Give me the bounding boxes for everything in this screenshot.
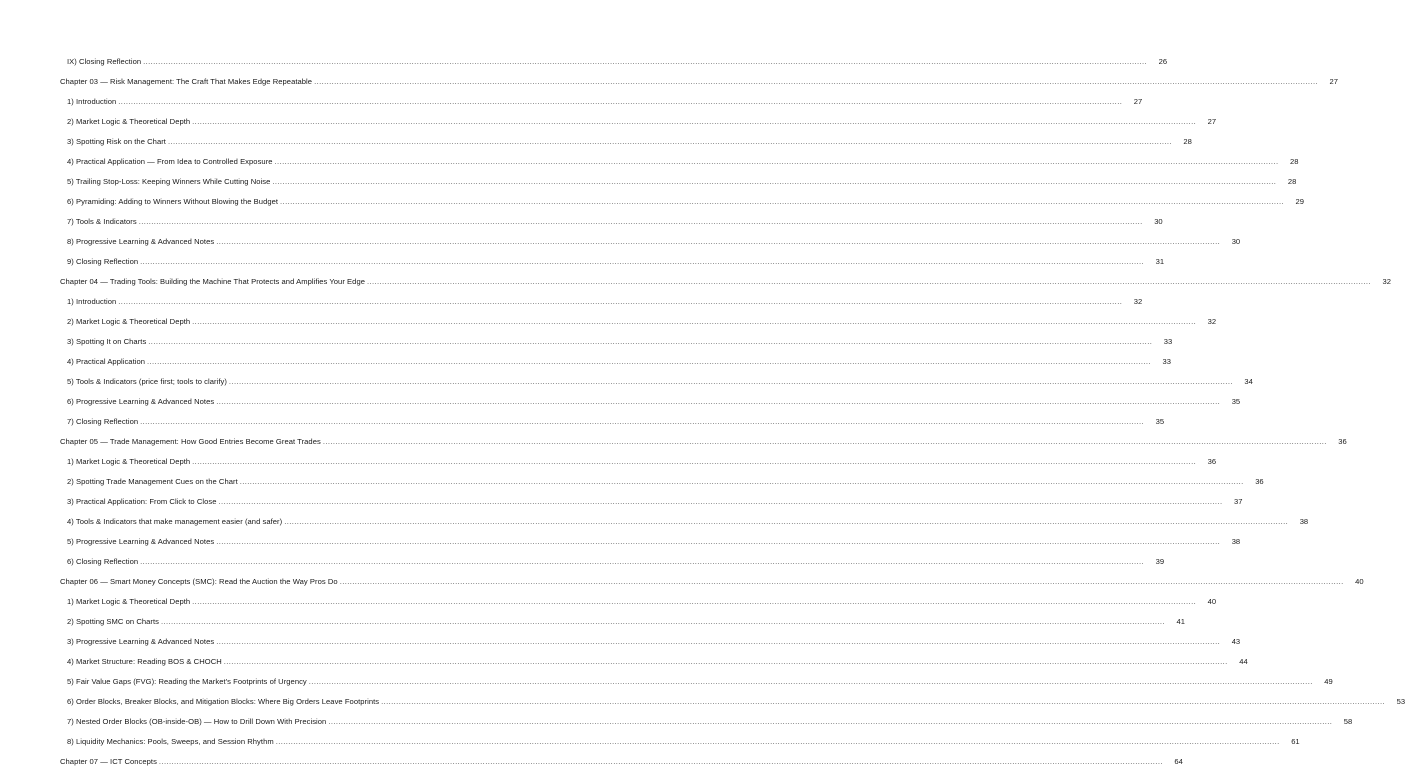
toc-entry-title: 6) Order Blocks, Breaker Blocks, and Mitigation Blocks: Where Big Orders Leave Footprints <box>67 697 380 706</box>
dot-leader: ................................................................................................................................................................................................................................................................................................................................................................................................................ <box>148 337 1153 346</box>
toc-section-entry[interactable] <box>0 292 1143 312</box>
toc-page-number: 37 <box>1234 497 1243 506</box>
toc-page-number: 43 <box>1231 637 1241 646</box>
toc-page-number: 44 <box>1239 657 1248 666</box>
toc-section-entry[interactable] <box>0 172 1297 192</box>
toc-entry-title: 7) Tools & Indicators <box>67 217 137 226</box>
toc-entry-title: 6) Closing Reflection <box>67 557 139 566</box>
toc-page-number: 34 <box>1244 377 1253 386</box>
toc-page-number: 26 <box>1158 57 1168 66</box>
toc-entry-title: 5) Trailing Stop-Loss: Keeping Winners While Cutting Noise <box>67 177 271 186</box>
toc-section-entry[interactable] <box>0 152 1299 172</box>
toc-page-number: 29 <box>1295 197 1304 206</box>
toc-section-entry[interactable] <box>0 372 1253 392</box>
toc-entry-title: 2) Market Logic & Theoretical Depth <box>67 317 191 326</box>
dot-leader: ................................................................................................................................................................................................................................................................................................................................................................................................................ <box>275 737 1280 746</box>
toc-page-number: 36 <box>1338 437 1347 446</box>
toc-page-number: 33 <box>1162 357 1171 366</box>
toc-section-entry[interactable] <box>0 192 1304 212</box>
toc-entry-title: 3) Progressive Learning & Advanced Notes <box>67 637 215 646</box>
toc-entry-title: IX) Closing Reflection <box>67 57 142 66</box>
toc-entry-title: 4) Practical Application — From Idea to Controlled Exposure <box>67 157 273 166</box>
toc-page-number: 58 <box>1343 717 1353 726</box>
dot-leader: ................................................................................................................................................................................................................................................................................................................................................................................................................ <box>158 757 1163 766</box>
toc-entry-title: 3) Spotting It on Charts <box>67 337 147 346</box>
toc-page-number: 28 <box>1287 177 1297 186</box>
toc-entry-title: 8) Liquidity Mechanics: Pools, Sweeps, and Session Rhythm <box>67 737 274 746</box>
toc-section-entry[interactable] <box>0 52 1168 72</box>
toc-section-entry[interactable] <box>0 92 1143 112</box>
toc-section-entry[interactable] <box>0 312 1217 332</box>
toc-page-number: 28 <box>1183 137 1192 146</box>
toc-page-number: 31 <box>1155 257 1165 266</box>
toc-section-entry[interactable] <box>0 652 1248 672</box>
dot-leader: ................................................................................................................................................................................................................................................................................................................................................................................................................ <box>339 577 1344 586</box>
toc-page-number: 64 <box>1174 757 1183 766</box>
dot-leader: ................................................................................................................................................................................................................................................................................................................................................................................................................ <box>140 417 1145 426</box>
toc-page-number: 40 <box>1355 577 1364 586</box>
toc-entry-title: 7) Nested Order Blocks (OB-inside-OB) — How to Drill Down With Precision <box>67 717 327 726</box>
toc-entry-title: 8) Progressive Learning & Advanced Notes <box>67 237 215 246</box>
dot-leader: ................................................................................................................................................................................................................................................................................................................................................................................................................ <box>322 437 1327 446</box>
toc-entry-title: 6) Pyramiding: Adding to Winners Without Blowing the Budget <box>67 197 279 206</box>
toc-page-number: 36 <box>1207 457 1217 466</box>
toc-entry-title: 9) Closing Reflection <box>67 257 139 266</box>
dot-leader: ................................................................................................................................................................................................................................................................................................................................................................................................................ <box>328 717 1333 726</box>
dot-leader: ................................................................................................................................................................................................................................................................................................................................................................................................................ <box>192 457 1197 466</box>
dot-leader: ................................................................................................................................................................................................................................................................................................................................................................................................................ <box>216 537 1221 546</box>
dot-leader: ................................................................................................................................................................................................................................................................................................................................................................................................................ <box>367 277 1371 286</box>
toc-section-entry[interactable] <box>0 532 1241 552</box>
toc-entry-title: 6) Progressive Learning & Advanced Notes <box>67 397 215 406</box>
toc-section-entry[interactable] <box>0 592 1217 612</box>
toc-entry-title: 1) Introduction <box>67 297 117 306</box>
toc-section-entry[interactable] <box>0 352 1171 372</box>
toc-entry-title: 4) Tools & Indicators that make management easier (and safer) <box>67 517 283 526</box>
dot-leader: ................................................................................................................................................................................................................................................................................................................................................................................................................ <box>216 397 1221 406</box>
toc-entry-title: 3) Practical Application: From Click to Close <box>67 497 217 506</box>
dot-leader: ................................................................................................................................................................................................................................................................................................................................................................................................................ <box>192 317 1197 326</box>
dot-leader: ................................................................................................................................................................................................................................................................................................................................................................................................................ <box>228 377 1233 386</box>
toc-section-entry[interactable] <box>0 512 1309 532</box>
toc-section-entry[interactable] <box>0 412 1165 432</box>
toc-page-number: 61 <box>1291 737 1300 746</box>
dot-leader: ................................................................................................................................................................................................................................................................................................................................................................................................................ <box>216 237 1221 246</box>
toc-page-number: 27 <box>1329 77 1338 86</box>
toc-section-entry[interactable] <box>0 332 1173 352</box>
toc-entry-title: 1) Market Logic & Theoretical Depth <box>67 597 191 606</box>
dot-leader: ................................................................................................................................................................................................................................................................................................................................................................................................................ <box>280 197 1284 206</box>
dot-leader: ................................................................................................................................................................................................................................................................................................................................................................................................................ <box>147 357 1151 366</box>
toc-page-number: 38 <box>1299 517 1309 526</box>
dot-leader: ................................................................................................................................................................................................................................................................................................................................................................................................................ <box>223 657 1228 666</box>
toc-entry-title: 2) Spotting Trade Management Cues on the Chart <box>67 477 238 486</box>
toc-section-entry[interactable] <box>0 112 1217 132</box>
toc-section-entry[interactable] <box>0 472 1264 492</box>
toc-page-number: 36 <box>1255 477 1264 486</box>
toc-section-entry[interactable] <box>0 232 1241 252</box>
dot-leader: ................................................................................................................................................................................................................................................................................................................................................................................................................ <box>192 117 1197 126</box>
dot-leader: ................................................................................................................................................................................................................................................................................................................................................................................................................ <box>118 97 1123 106</box>
toc-section-entry[interactable] <box>0 552 1165 572</box>
toc-page-number: 49 <box>1324 677 1333 686</box>
toc-section-entry[interactable] <box>0 692 1405 712</box>
toc-chapter-entry[interactable] <box>0 752 1183 772</box>
toc-entry-title: 7) Closing Reflection <box>67 417 139 426</box>
dot-leader: ................................................................................................................................................................................................................................................................................................................................................................................................................ <box>239 477 1244 486</box>
toc-entry-title: Chapter 07 — ICT Concepts <box>60 757 157 766</box>
dot-leader: ................................................................................................................................................................................................................................................................................................................................................................................................................ <box>138 217 1143 226</box>
toc-entry-title: 2) Market Logic & Theoretical Depth <box>67 117 191 126</box>
toc-entry-title: 1) Introduction <box>67 97 117 106</box>
toc-page-number: 27 <box>1207 117 1217 126</box>
dot-leader: ................................................................................................................................................................................................................................................................................................................................................................................................................ <box>284 517 1289 526</box>
dot-leader: ................................................................................................................................................................................................................................................................................................................................................................................................................ <box>274 157 1279 166</box>
table-of-contents <box>0 52 1405 772</box>
toc-entry-title: 3) Spotting Risk on the Chart <box>67 137 166 146</box>
toc-page-number: 35 <box>1155 417 1165 426</box>
dot-leader: ................................................................................................................................................................................................................................................................................................................................................................................................................ <box>272 177 1277 186</box>
toc-entry-title: 5) Tools & Indicators (price first; tools to clarify) <box>67 377 227 386</box>
toc-page-number: 39 <box>1155 557 1165 566</box>
toc-section-entry[interactable] <box>0 132 1192 152</box>
toc-page-number: 33 <box>1163 337 1173 346</box>
toc-entry-title: Chapter 05 — Trade Management: How Good Entries Become Great Trades <box>60 437 321 446</box>
toc-section-entry[interactable] <box>0 452 1217 472</box>
toc-page-number: 41 <box>1176 617 1185 626</box>
toc-chapter-entry[interactable] <box>0 432 1347 452</box>
toc-chapter-entry[interactable] <box>0 572 1364 592</box>
toc-entry-title: 5) Fair Value Gaps (FVG): Reading the Market's Footprints of Urgency <box>67 677 307 686</box>
toc-chapter-entry[interactable] <box>0 72 1338 92</box>
dot-leader: ................................................................................................................................................................................................................................................................................................................................................................................................................ <box>140 557 1145 566</box>
toc-page-number: 35 <box>1231 397 1241 406</box>
toc-entry-title: 5) Progressive Learning & Advanced Notes <box>67 537 215 546</box>
toc-entry-title: Chapter 04 — Trading Tools: Building the Machine That Protects and Amplifies Your Edge <box>60 277 365 286</box>
toc-entry-title: 4) Practical Application <box>67 357 146 366</box>
toc-page-number: 40 <box>1207 597 1217 606</box>
dot-leader: ................................................................................................................................................................................................................................................................................................................................................................................................................ <box>143 57 1148 66</box>
dot-leader: ................................................................................................................................................................................................................................................................................................................................................................................................................ <box>216 637 1221 646</box>
toc-section-entry[interactable] <box>0 712 1353 732</box>
dot-leader: ................................................................................................................................................................................................................................................................................................................................................................................................................ <box>218 497 1223 506</box>
toc-section-entry[interactable] <box>0 212 1163 232</box>
toc-section-entry[interactable] <box>0 732 1300 752</box>
toc-page-number: 32 <box>1133 297 1143 306</box>
toc-section-entry[interactable] <box>0 672 1333 692</box>
dot-leader: ................................................................................................................................................................................................................................................................................................................................................................................................................ <box>161 617 1165 626</box>
dot-leader: ................................................................................................................................................................................................................................................................................................................................................................................................................ <box>381 697 1386 706</box>
toc-page-number: 30 <box>1154 217 1163 226</box>
dot-leader: ................................................................................................................................................................................................................................................................................................................................................................................................................ <box>140 257 1145 266</box>
toc-page-number: 38 <box>1231 537 1241 546</box>
toc-entry-title: Chapter 03 — Risk Management: The Craft That Makes Edge Repeatable <box>60 77 313 86</box>
toc-entry-title: Chapter 06 — Smart Money Concepts (SMC): Read the Auction the Way Pros Do <box>60 577 338 586</box>
dot-leader: ................................................................................................................................................................................................................................................................................................................................................................................................................ <box>308 677 1313 686</box>
toc-page-number: 30 <box>1231 237 1241 246</box>
toc-page-number: 28 <box>1290 157 1299 166</box>
dot-leader: ................................................................................................................................................................................................................................................................................................................................................................................................................ <box>118 297 1123 306</box>
toc-section-entry[interactable] <box>0 632 1241 652</box>
toc-page-number: 32 <box>1382 277 1391 286</box>
toc-entry-title: 4) Market Structure: Reading BOS & CHOCH <box>67 657 222 666</box>
toc-chapter-entry[interactable] <box>0 272 1391 292</box>
toc-section-entry[interactable] <box>0 492 1243 512</box>
toc-entry-title: 2) Spotting SMC on Charts <box>67 617 159 626</box>
toc-section-entry[interactable] <box>0 612 1185 632</box>
toc-section-entry[interactable] <box>0 392 1241 412</box>
toc-section-entry[interactable] <box>0 252 1165 272</box>
dot-leader: ................................................................................................................................................................................................................................................................................................................................................................................................................ <box>192 597 1197 606</box>
toc-entry-title: 1) Market Logic & Theoretical Depth <box>67 457 191 466</box>
dot-leader: ................................................................................................................................................................................................................................................................................................................................................................................................................ <box>314 77 1318 86</box>
toc-page-number: 53 <box>1396 697 1405 706</box>
toc-page-number: 27 <box>1133 97 1143 106</box>
dot-leader: ................................................................................................................................................................................................................................................................................................................................................................................................................ <box>167 137 1172 146</box>
toc-page-number: 32 <box>1207 317 1217 326</box>
